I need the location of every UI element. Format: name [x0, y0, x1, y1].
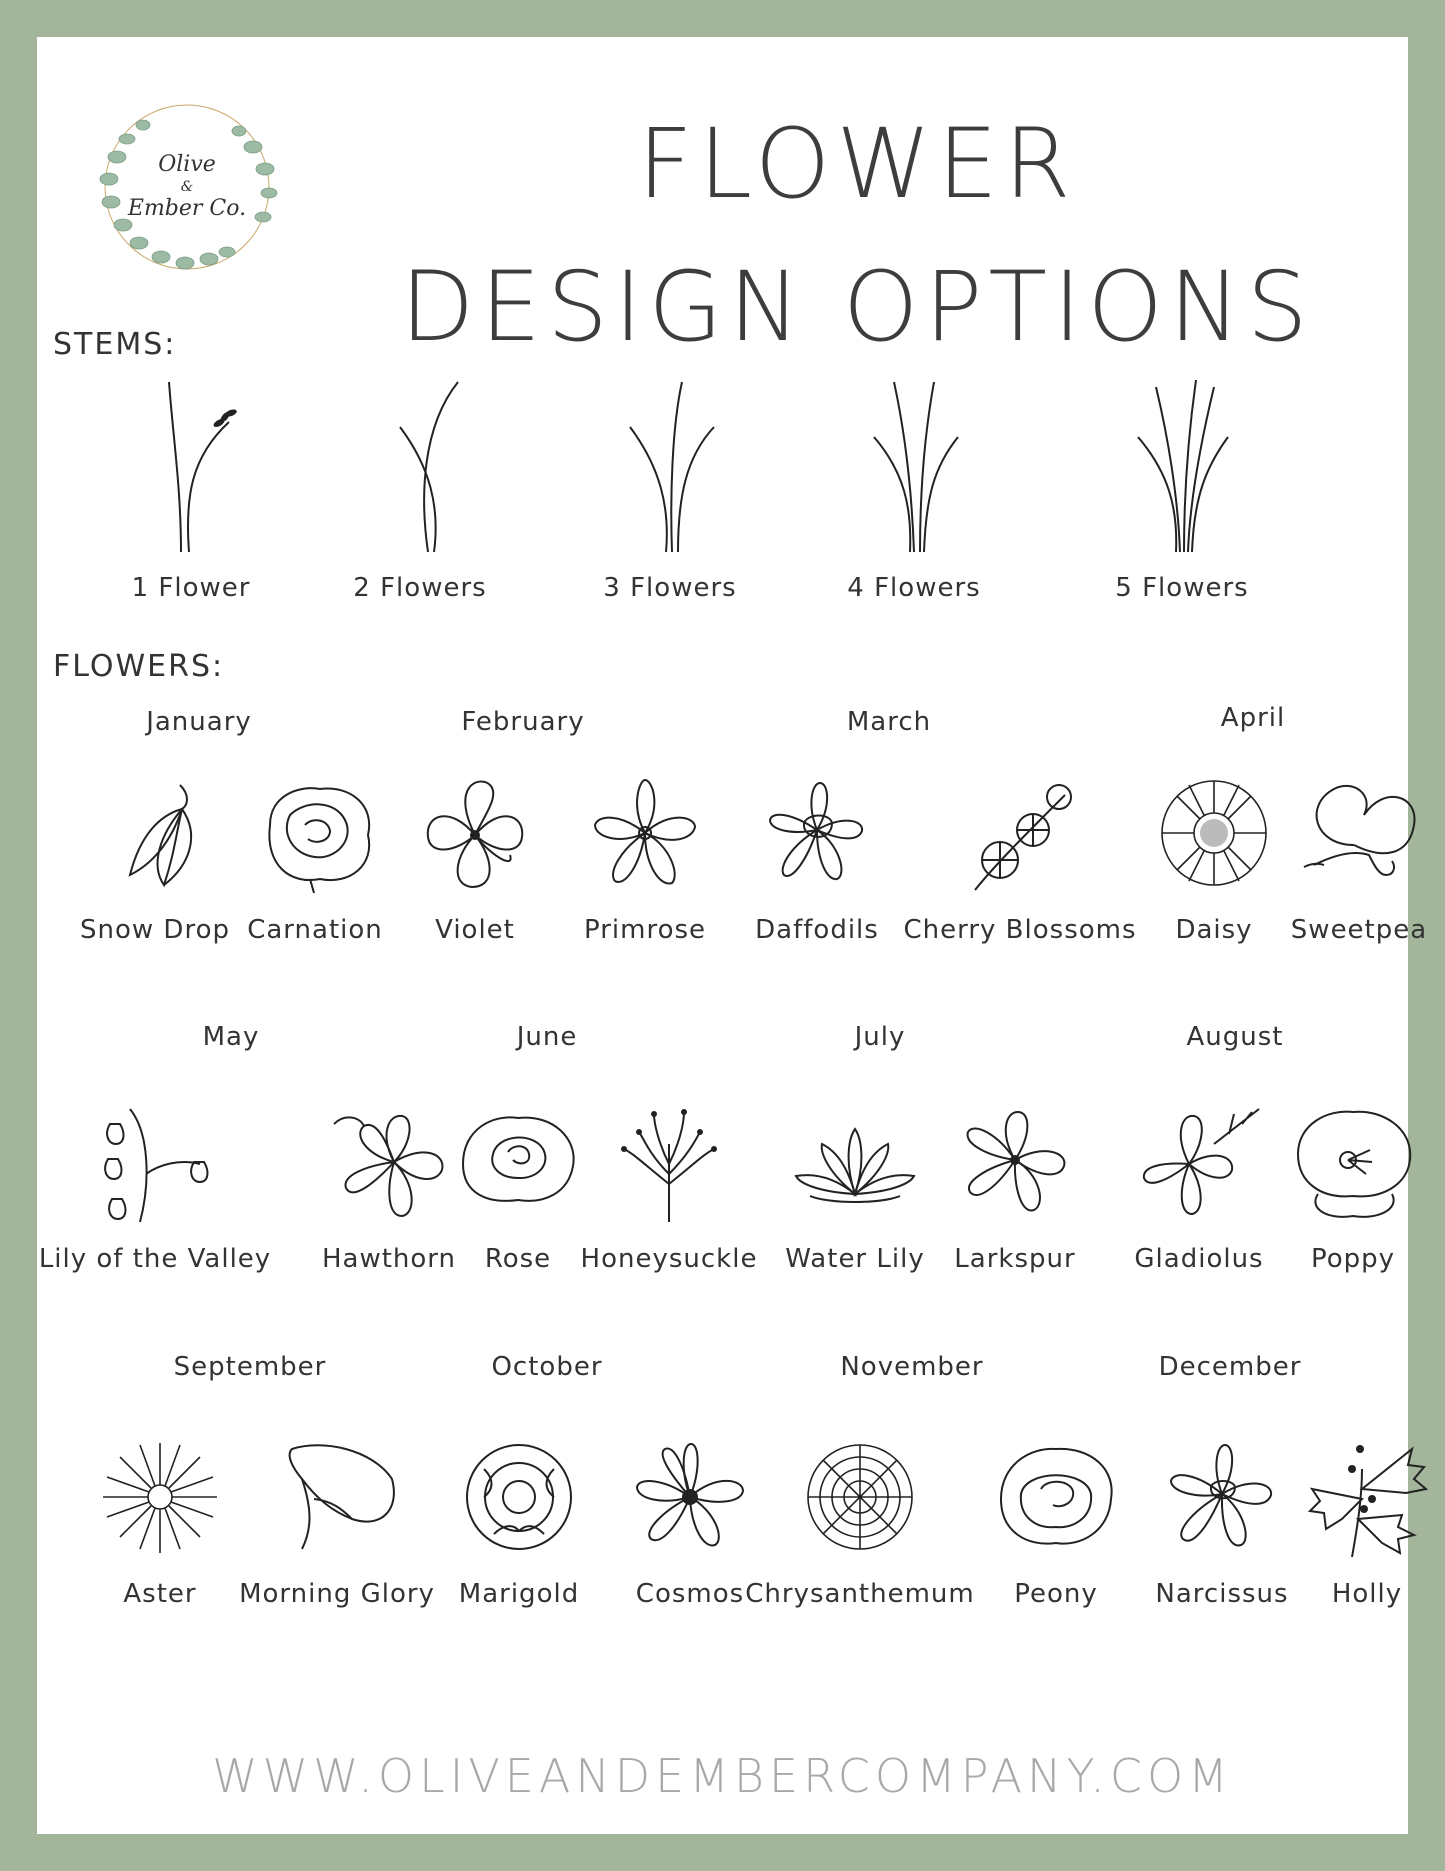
lily-of-the-valley-icon — [90, 1104, 220, 1224]
flower-label: Water Lily — [785, 1244, 925, 1274]
month-label: October — [491, 1352, 603, 1382]
flower-label: Chrysanthemum — [745, 1579, 975, 1609]
flower-option-daffodils[interactable] — [727, 775, 907, 945]
morning-glory-icon — [272, 1439, 402, 1559]
one-stem-icon — [111, 377, 271, 557]
flower-option-violet[interactable] — [385, 775, 565, 945]
five-stems-icon — [1102, 377, 1262, 557]
flower-label: Poppy — [1310, 1244, 1396, 1274]
logo-line-2: Ember Co. — [127, 196, 247, 221]
flower-option-poppy[interactable] — [1263, 1104, 1443, 1274]
month-label: May — [202, 1022, 260, 1052]
peony-icon — [991, 1439, 1121, 1559]
flower-label: Peony — [1014, 1579, 1098, 1609]
month-label: June — [516, 1022, 578, 1052]
flower-label: Rose — [484, 1244, 552, 1274]
month-label: December — [1158, 1352, 1302, 1382]
stem-option-label: 3 Flowers — [603, 573, 737, 603]
stem-option-5[interactable] — [1082, 377, 1282, 617]
stems-heading: STEMS: — [53, 327, 177, 362]
flower-option-carnation[interactable] — [225, 775, 405, 945]
stem-option-label: 4 Flowers — [847, 573, 981, 603]
logo-line-1: Olive — [158, 152, 216, 177]
flower-label: Sweetpea — [1290, 915, 1428, 945]
flower-option-water-lily[interactable] — [765, 1104, 945, 1274]
flower-option-peony[interactable] — [966, 1439, 1146, 1609]
carnation-icon — [250, 775, 380, 895]
flower-option-snow-drop[interactable] — [65, 775, 245, 945]
primrose-icon — [580, 775, 710, 895]
flower-option-larkspur[interactable] — [925, 1104, 1105, 1274]
flower-option-aster[interactable] — [70, 1439, 250, 1609]
flower-label: Gladiolus — [1134, 1244, 1264, 1274]
month-label: November — [840, 1352, 984, 1382]
website-url[interactable]: WWW.OLIVEANDEMBERCOMPANY.COM — [212, 1749, 1233, 1803]
flower-label: Morning Glory — [239, 1579, 435, 1609]
month-label: February — [461, 707, 585, 737]
flower-option-honeysuckle[interactable] — [579, 1104, 759, 1274]
flower-option-holly[interactable] — [1277, 1439, 1445, 1609]
cherry-blossom-icon — [955, 775, 1085, 895]
flower-label: Narcissus — [1155, 1579, 1289, 1609]
flower-label: Primrose — [583, 915, 707, 945]
flower-label: Daffodils — [755, 915, 879, 945]
two-stems-icon — [340, 377, 500, 557]
sweetpea-icon — [1294, 775, 1424, 895]
flower-label: Daisy — [1175, 915, 1253, 945]
flower-label: Violet — [435, 915, 515, 945]
gladiolus-icon — [1134, 1104, 1264, 1224]
flower-label: Hawthorn — [321, 1244, 457, 1274]
chrysanthemum-icon — [795, 1439, 925, 1559]
page-title-line-1: FLOWER — [637, 108, 1077, 220]
stem-option-1[interactable] — [91, 377, 291, 617]
flower-label: Carnation — [247, 915, 383, 945]
stem-option-3[interactable] — [570, 377, 770, 617]
page-title-line-2: DESIGN OPTIONS — [400, 251, 1314, 363]
flower-label: Holly — [1331, 1579, 1403, 1609]
flower-option-morning-glory[interactable] — [239, 1439, 435, 1609]
flower-label: Cosmos — [635, 1579, 745, 1609]
flower-label: Honeysuckle — [580, 1244, 758, 1274]
stem-option-label: 2 Flowers — [353, 573, 487, 603]
poppy-icon — [1288, 1104, 1418, 1224]
flower-label: Snow Drop — [80, 915, 230, 945]
violet-icon — [410, 775, 540, 895]
month-label: August — [1186, 1022, 1284, 1052]
month-label: April — [1220, 703, 1286, 733]
stem-option-label: 5 Flowers — [1115, 573, 1249, 603]
logo-ampersand: & — [180, 179, 194, 195]
month-label: September — [173, 1352, 327, 1382]
flower-option-gladiolus[interactable] — [1109, 1104, 1289, 1274]
month-label: March — [846, 707, 932, 737]
stem-option-label: 1 Flower — [131, 573, 251, 603]
flower-option-sweetpea[interactable] — [1269, 775, 1445, 945]
brand-logo — [77, 87, 297, 287]
stem-option-4[interactable] — [814, 377, 1014, 617]
flower-option-cherry-blossoms[interactable] — [903, 775, 1137, 945]
flower-label: Aster — [123, 1579, 197, 1609]
flower-label: Larkspur — [954, 1244, 1076, 1274]
flower-option-marigold[interactable] — [429, 1439, 609, 1609]
month-label: January — [146, 707, 252, 737]
water-lily-icon — [790, 1104, 920, 1224]
logo-text — [77, 87, 297, 287]
cosmos-icon — [625, 1439, 755, 1559]
flower-label: Lily of the Valley — [38, 1244, 272, 1274]
stem-option-2[interactable] — [320, 377, 520, 617]
flowers-heading: FLOWERS: — [53, 649, 225, 684]
flower-option-chrysanthemum[interactable] — [745, 1439, 975, 1609]
marigold-icon — [454, 1439, 584, 1559]
snow-drop-icon — [90, 775, 220, 895]
honeysuckle-icon — [604, 1104, 734, 1224]
four-stems-icon — [834, 377, 994, 557]
flyer-sheet — [37, 37, 1428, 1834]
daisy-icon — [1149, 775, 1279, 895]
daffodil-icon — [752, 775, 882, 895]
holly-icon — [1302, 1439, 1432, 1559]
narcissus-icon — [1157, 1439, 1287, 1559]
rose-icon — [453, 1104, 583, 1224]
month-label: July — [854, 1022, 906, 1052]
three-stems-icon — [590, 377, 750, 557]
flower-label: Cherry Blossoms — [903, 915, 1137, 945]
larkspur-icon — [950, 1104, 1080, 1224]
flower-option-primrose[interactable] — [555, 775, 735, 945]
flower-option-lily-of-the-valley[interactable] — [38, 1104, 272, 1274]
aster-icon — [95, 1439, 225, 1559]
flower-label: Marigold — [458, 1579, 580, 1609]
